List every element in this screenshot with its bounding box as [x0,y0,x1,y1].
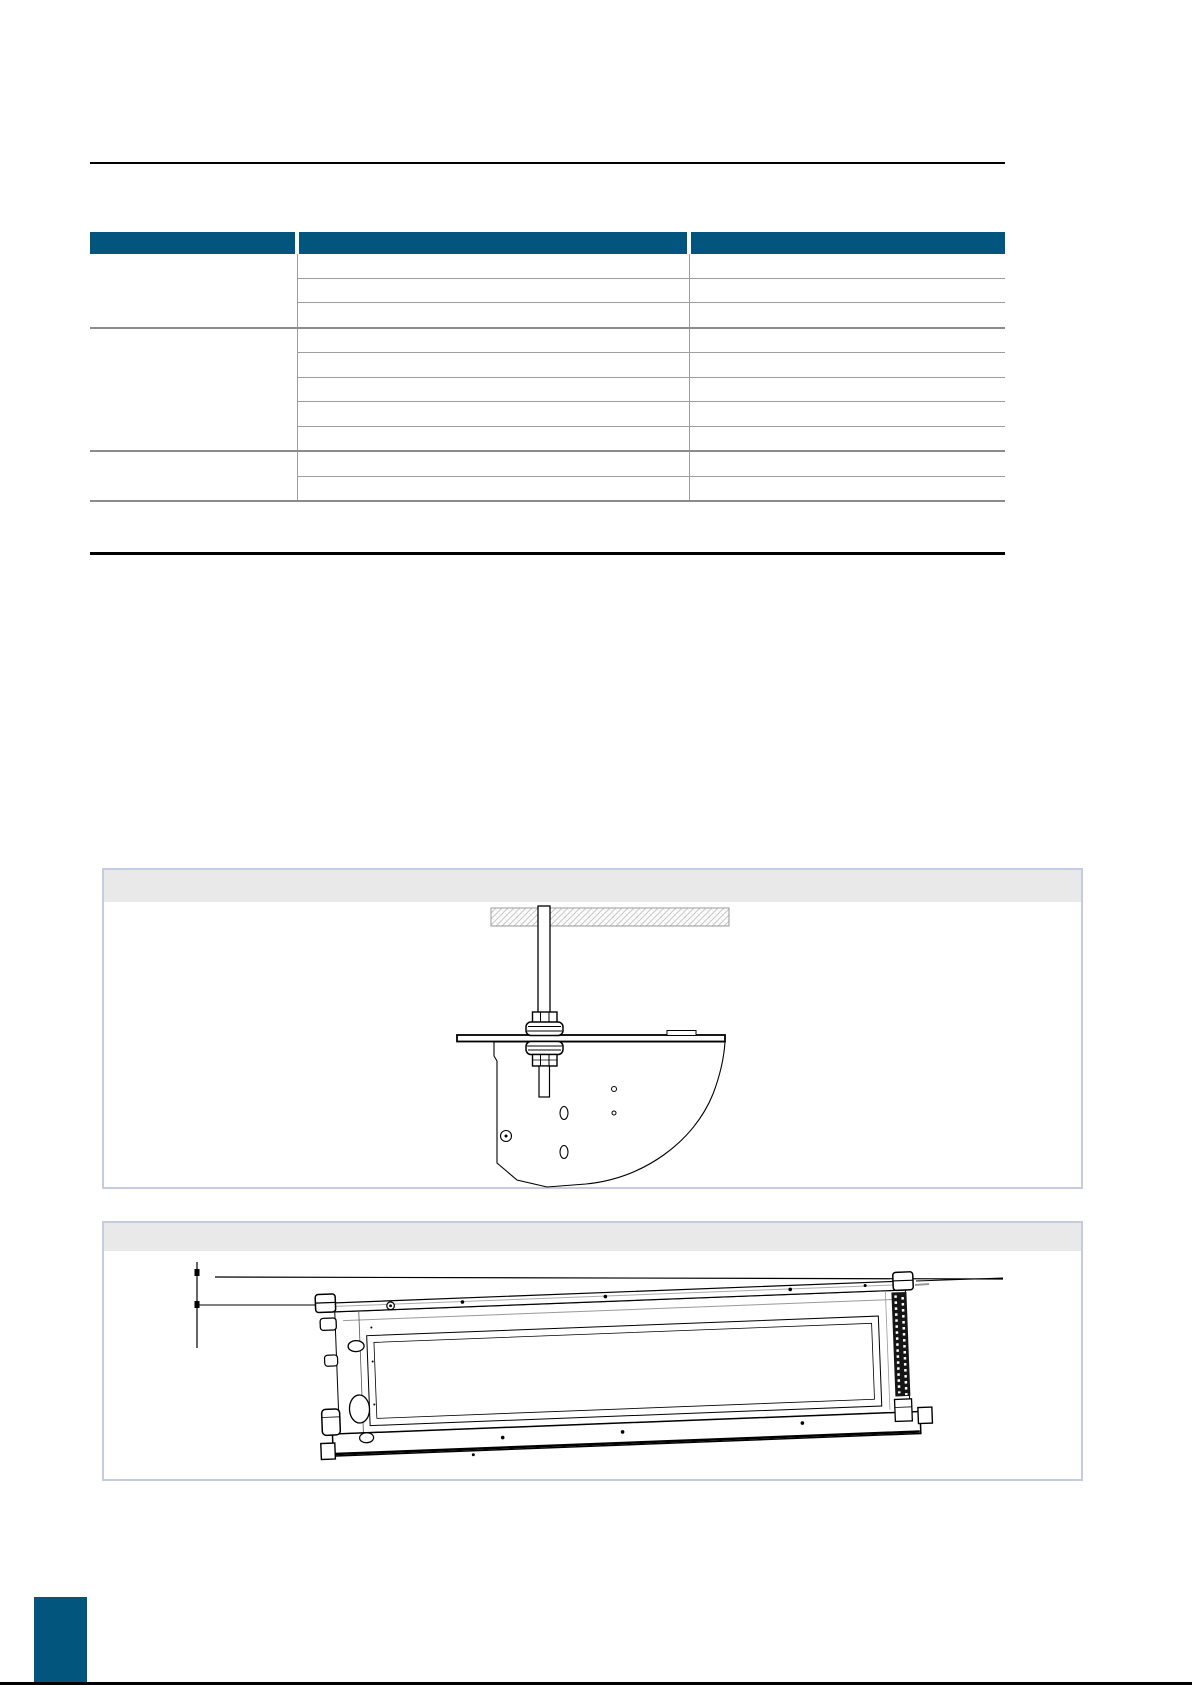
table-header-row [90,232,1005,254]
section-rule-top [90,162,1005,164]
table-header-col3 [689,232,1005,254]
table-row [90,328,1005,353]
table-row [90,451,1005,476]
figure-panel-side-view [102,1221,1083,1481]
ceiling-suspension-drawing [102,868,1083,1189]
page-marker-block [34,1597,87,1682]
spec-table [90,232,1005,502]
unit-side-view-drawing [102,1221,1083,1481]
table-header-col1 [90,232,297,254]
table-row [90,254,1005,278]
group3-label-cell [90,451,297,501]
group1-label-cell [90,254,297,328]
figure-panel-suspension [102,868,1083,1189]
group2-label-cell [90,328,297,452]
table-header-col2 [297,232,689,254]
section-rule-mid [90,552,1005,555]
